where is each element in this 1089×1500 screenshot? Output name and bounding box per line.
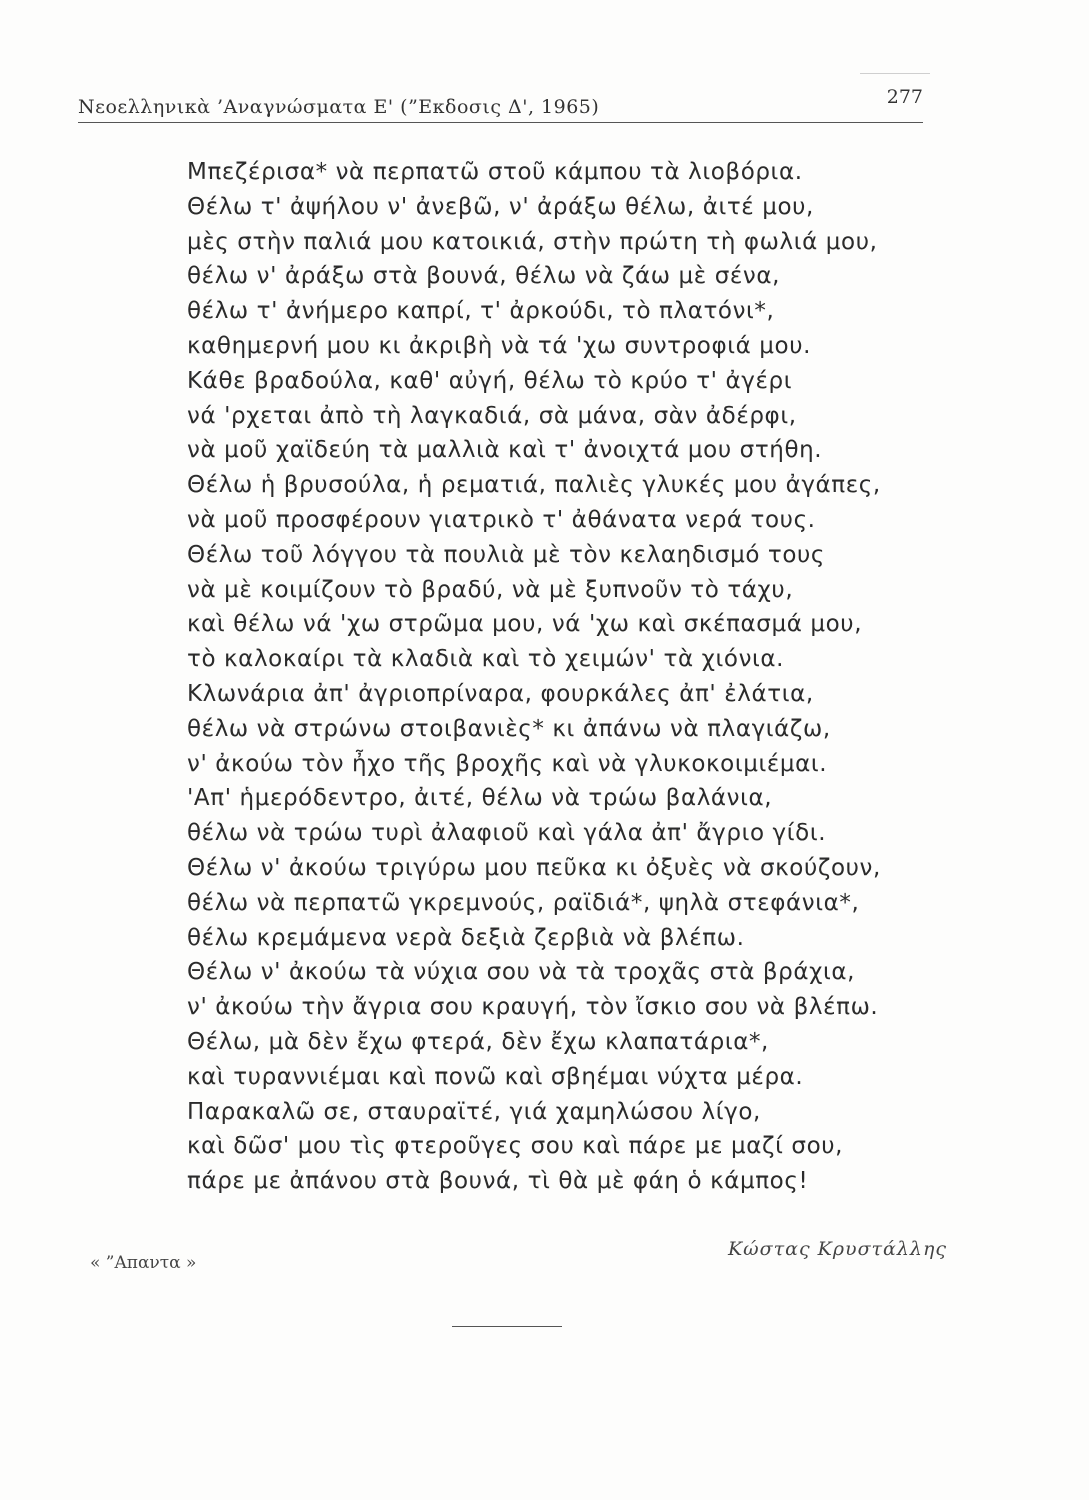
poem-line: καὶ τυραννιέμαι καὶ πονῶ καὶ σβηέμαι νύχτα μέρα.: [187, 1063, 804, 1090]
running-header-title: Νεοελληνικὰ ’Αναγνώσματα Ε' (”Εκδοσις Δ', 1965): [78, 96, 600, 118]
author-signature: Κώστας Κρυστάλλης: [727, 1238, 947, 1260]
poem-line: θέλω τ' ἀνήμερο καπρί, τ' ἀρκούδι, τὸ πλατόνι*,: [187, 298, 775, 325]
poem-line: Θέλω τοῦ λόγγου τὰ πουλιὰ μὲ τὸν κελαηδισμό τους: [187, 541, 826, 568]
poem-line: ν' ἀκούω τὴν ἄγρια σου κραυγή, τὸν ἴσκιο σου νὰ βλέπω.: [187, 994, 879, 1021]
header-rule: [78, 122, 923, 123]
poem-line: καθημερνή μου κι ἀκριβὴ νὰ τά 'χω συντροφιά μου.: [187, 332, 812, 359]
poem-line: νὰ μὲ κοιμίζουν τὸ βραδύ, νὰ μὲ ξυπνοῦν τὸ τάχυ,: [187, 576, 794, 603]
poem-line: θέλω ν' ἀράξω στὰ βουνά, θέλω νὰ ζάω μὲ σένα,: [187, 263, 781, 290]
poem-line: καὶ δῶσ' μου τὶς φτεροῦγες σου καὶ πάρε με μαζί σου,: [187, 1133, 844, 1160]
poem-line: Μπεζέρισα* νὰ περπατῶ στοῦ κάμπου τὰ λιοβόρια.: [187, 159, 803, 185]
poem-line: θέλω κρεμάμενα νερὰ δεξιὰ ζερβιὰ νὰ βλέπω.: [187, 924, 745, 951]
poem-line: τὸ καλοκαίρι τὰ κλαδιὰ καὶ τὸ χειμών' τὰ χιόνια.: [187, 646, 785, 673]
poem-line: θέλω νὰ περπατῶ γκρεμνούς, ραϊδιά*, ψηλὰ στεφάνια*,: [187, 889, 860, 916]
poem-line: Κάθε βραδούλα, καθ' αὐγή, θέλω τὸ κρύο τ' ἀγέρι: [187, 367, 793, 394]
running-header: [78, 86, 923, 120]
faint-top-rule: [860, 73, 930, 74]
poem-line: Θέλω ἡ βρυσούλα, ἡ ρεματιά, παλιὲς γλυκές μου ἀγάπες,: [187, 472, 881, 499]
poem-line: ν' ἀκούω τὸν ἦχο τῆς βροχῆς καὶ νὰ γλυκοκοιμιέμαι.: [187, 750, 828, 777]
poem-line: νὰ μοῦ προσφέρουν γιατρικὸ τ' ἀθάνατα νερά τους.: [187, 506, 816, 533]
poem-line: μὲς στὴν παλιά μου κατοικιά, στὴν πρώτη τὴ φωλιά μου,: [187, 228, 878, 255]
poem-line: νὰ μοῦ χαϊδεύη τὰ μαλλιὰ καὶ τ' ἀνοιχτά μου στήθη.: [187, 437, 823, 464]
poem-line: θέλω νὰ στρώνω στοιβανιὲς* κι ἀπάνω νὰ πλαγιάζω,: [187, 715, 831, 742]
poem-line: θέλω νὰ τρώω τυρὶ ἀλαφιοῦ καὶ γάλα ἀπ' ἄγριο γίδι.: [187, 820, 827, 847]
poem-text: [187, 155, 967, 1199]
poem-line: 'Απ' ἡμερόδεντρο, ἀιτέ, θέλω νὰ τρώω βαλάνια,: [187, 785, 773, 812]
source-note: « ”Απαντα »: [90, 1253, 197, 1273]
poem-line: Θέλω τ' ἀψήλου ν' ἀνεβῶ, ν' ἀράξω θέλω, ἀιτέ μου,: [187, 193, 814, 220]
poem-line: Θέλω, μὰ δὲν ἔχω φτερά, δὲν ἔχω κλαπατάρια*,: [187, 1028, 769, 1055]
poem-line: νά 'ρχεται ἀπὸ τὴ λαγκαδιά, σὰ μάνα, σὰν ἀδέρφι,: [187, 402, 797, 429]
poem-line: Θέλω ν' ἀκούω τριγύρω μου πεῦκα κι ὀξυὲς νὰ σκούζουν,: [187, 854, 881, 881]
closing-rule: [452, 1326, 562, 1327]
poem-line: καὶ θέλω νά 'χω στρῶμα μου, νά 'χω καὶ σκέπασμά μου,: [187, 611, 863, 638]
poem-line: Θέλω ν' ἀκούω τὰ νύχια σου νὰ τὰ τροχᾶς στὰ βράχια,: [187, 959, 856, 986]
poem-line: Παρακαλῶ σε, σταυραϊτέ, γιά χαμηλώσου λίγο,: [187, 1098, 761, 1125]
poem-line: πάρε με ἀπάνου στὰ βουνά, τὶ θὰ μὲ φάη ὁ κάμπος!: [187, 1168, 809, 1195]
page-number: 277: [886, 86, 923, 108]
poem-line: Κλωνάρια ἀπ' ἀγριοπρίναρα, φουρκάλες ἀπ' ἐλάτια,: [187, 680, 814, 707]
